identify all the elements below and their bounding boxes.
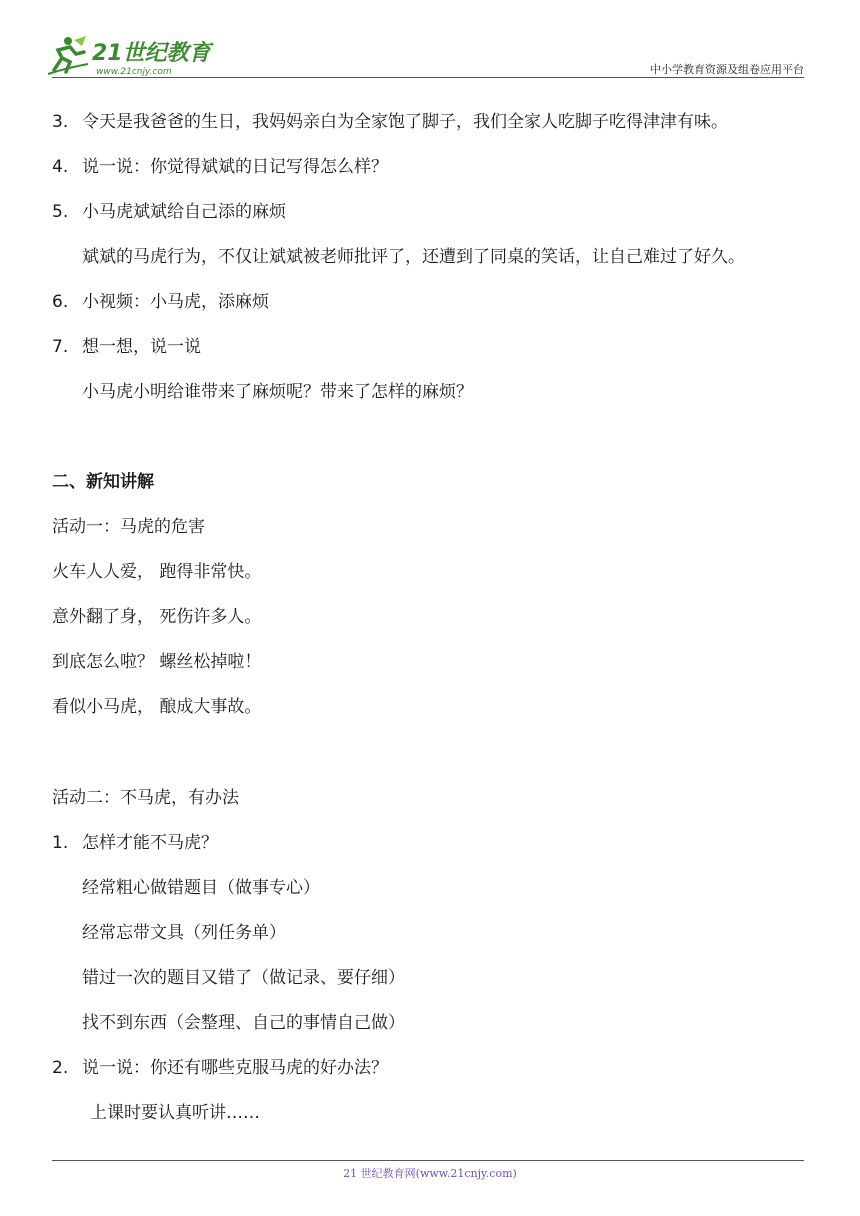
logo-url: www.21cnjy.com	[96, 67, 172, 77]
item2-detail: 上课时要认真听讲……	[90, 1103, 260, 1123]
list-text: 小马虎斌斌给自己添的麻烦	[82, 202, 286, 222]
logo-text: 21世纪教育	[92, 41, 211, 66]
header-divider	[52, 77, 804, 78]
poem-line: 看似小马虎， 酿成大事故。	[52, 697, 262, 717]
activity2-item-2	[52, 1056, 388, 1080]
poem-line: 火车人人爱， 跑得非常快。	[52, 562, 262, 582]
method-line: 经常粗心做错题目（做事专心）	[82, 878, 320, 898]
list-text: 说一说：你觉得斌斌的日记写得怎么样？	[82, 157, 388, 177]
list-number: 5.	[52, 202, 69, 222]
list-text: 想一想，说一说	[82, 337, 201, 357]
list-number: 4.	[52, 157, 69, 177]
list-item-7	[52, 335, 201, 359]
activity2-item-1	[52, 831, 218, 855]
footer-divider	[52, 1160, 804, 1161]
method-line: 经常忘带文具（列任务单）	[82, 923, 286, 943]
poem-line: 到底怎么啦？ 螺丝松掉啦！	[52, 652, 262, 672]
page-header	[0, 0, 860, 80]
page-footer: 21 世纪教育网(www.21cnjy.com)	[343, 1167, 517, 1180]
item5-detail: 斌斌的马虎行为，不仅让斌斌被老师批评了，还遭到了同桌的笑话，让自己难过了好久。	[82, 247, 745, 267]
method-line: 错过一次的题目又错了（做记录、要仔细）	[82, 968, 405, 988]
activity1-title: 活动一：马虎的危害	[52, 517, 205, 537]
list-item-6	[52, 290, 269, 314]
method-line: 找不到东西（会整理、自己的事情自己做）	[82, 1013, 405, 1033]
logo-21cnjy	[46, 34, 216, 78]
list-item-4	[52, 155, 388, 179]
list-text: 怎样才能不马虎？	[82, 833, 218, 853]
list-text: 小视频：小马虎，添麻烦	[82, 292, 269, 312]
list-number: 1.	[52, 833, 69, 853]
list-number: 6.	[52, 292, 69, 312]
header-tagline: 中小学教育资源及组卷应用平台	[650, 63, 804, 76]
poem-line: 意外翻了身， 死伤许多人。	[52, 607, 262, 627]
list-text: 说一说：你还有哪些克服马虎的好办法？	[82, 1058, 388, 1078]
activity2-title: 活动二：不马虎，有办法	[52, 788, 239, 808]
list-item-5	[52, 200, 286, 224]
list-item-3	[52, 110, 728, 134]
list-number: 7.	[52, 337, 69, 357]
list-text: 令天是我爸爸的生日，我妈妈亲白为全家饱了脚子，我们全家人吃脚子吃得津津有味。	[82, 112, 728, 132]
list-number: 2.	[52, 1058, 69, 1078]
section-title: 二、新知讲解	[52, 472, 154, 492]
item7-detail: 小马虎小明给谁带来了麻烦呢？带来了怎样的麻烦？	[82, 382, 473, 402]
list-number: 3.	[52, 112, 69, 132]
